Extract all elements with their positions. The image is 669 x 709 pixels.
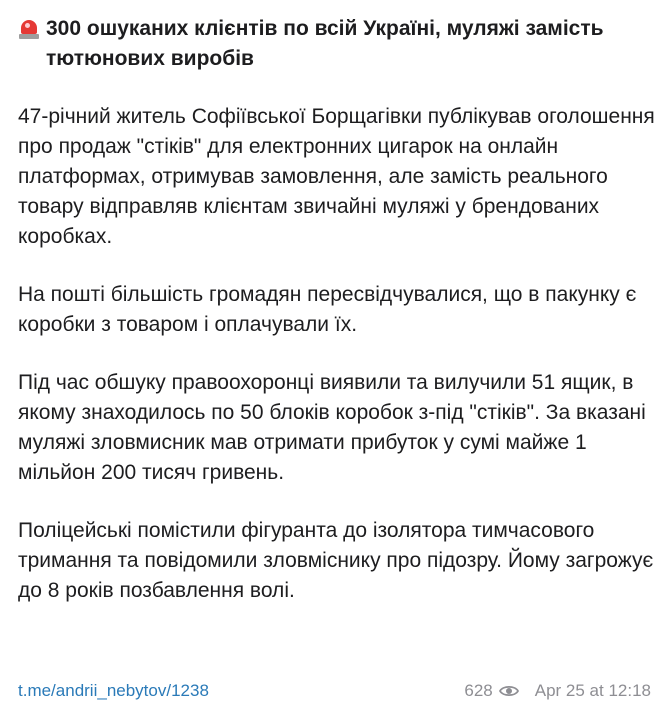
post-title-row [18, 14, 655, 74]
post-timestamp: Apr 25 at 12:18 [534, 681, 651, 700]
post-paragraph: Під час обшуку правоохоронці виявили та вилучили 51 ящик, в якому знаходилось по 50 блоків коробок з-під "стіків". За вказані муляжі зловмисник мав отримати прибуток у сумі майже 1 мільйон 200 тисяч гривень. [18, 371, 646, 484]
post-paragraph: Поліцейські помістили фігуранта до ізолятора тимчасового тримання та повідомили зловміснику про підозру. Йому загрожує до 8 років позбавлення волі. [18, 519, 654, 602]
post-paragraph: На пошті більшість громадян пересвідчувалися, що в пакунку є коробки з товаром і оплачували їх. [18, 283, 637, 336]
eye-icon [499, 684, 519, 698]
views-count: 628 [464, 681, 493, 700]
post-paragraph: 47-річний житель Софіївської Борщагівки публікував оголошення про продаж "стіків" для електронних цигарок на онлайн платформах, отримував замовлення, але замість реального товару відправляв клієнтам звичайні муляжі у брендованих коробках. [18, 105, 655, 248]
post-meta [464, 681, 651, 701]
post-link[interactable]: t.me/andrii_nebytov/1238 [18, 681, 209, 700]
post-footer [18, 681, 651, 701]
police-siren-icon [18, 18, 40, 40]
post-title: 300 ошуканих клієнтів по всій Україні, муляжі замість тютюнових виробів [46, 17, 604, 70]
